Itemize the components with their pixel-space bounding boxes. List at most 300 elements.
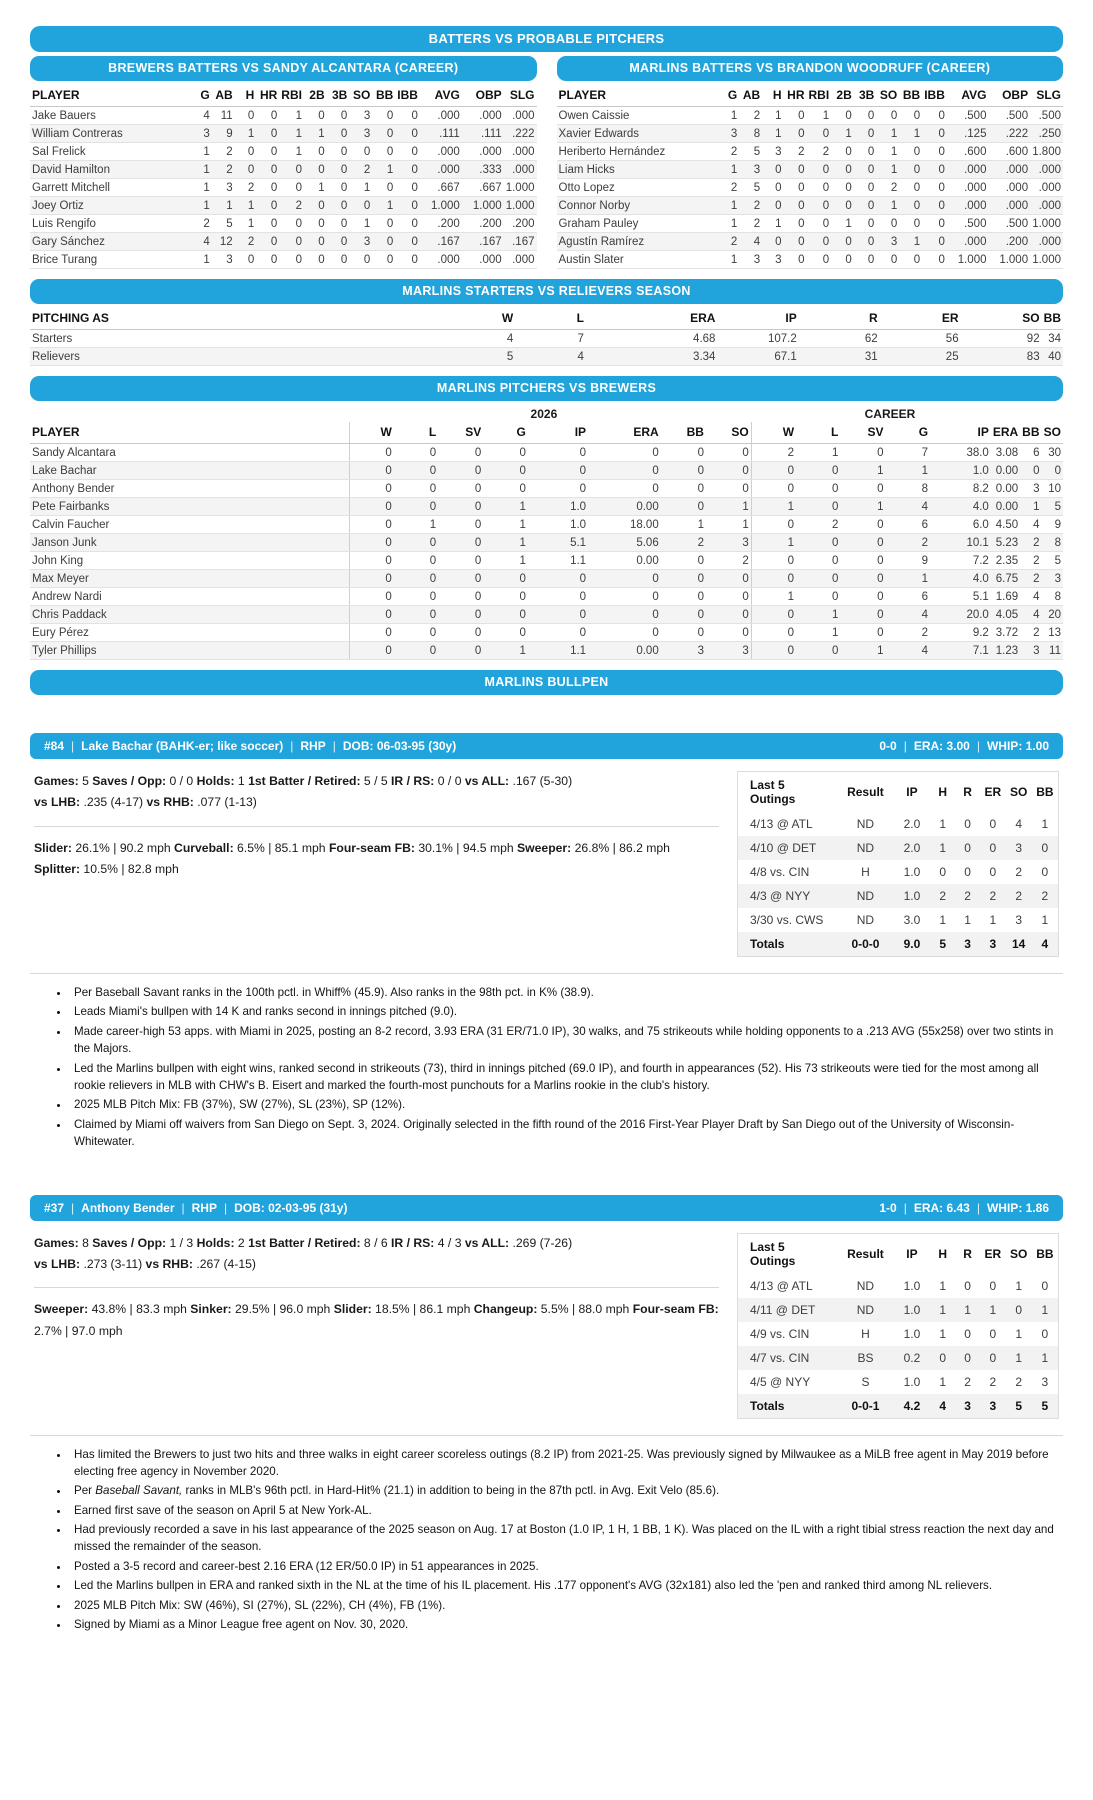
table-row [30,179,537,197]
stat-cell: 0 [840,588,885,606]
stat-cell: 0 [327,143,350,161]
stat-cell: 0 [922,197,947,215]
stat-cell: 1 [706,498,751,516]
outing-stat-cell: 0 [989,1278,997,1293]
column-header: 2B [304,85,327,107]
stat-cell: 2 [718,143,740,161]
stat-cell: 0 [831,251,854,269]
stat-cell: 0 [784,251,807,269]
stat-cell: 0 [751,462,796,480]
table-row [30,606,1063,624]
column-header: HR [256,85,279,107]
stat-cell: 2 [212,161,235,179]
stat-cell: 25 [880,348,961,366]
stat-cell: .000 [462,143,504,161]
stat-cell: 7 [886,444,931,462]
stat-cell: .667 [420,179,462,197]
stat-cell: 1 [279,143,304,161]
column-header: H [762,85,783,107]
stat-cell: 3 [1020,480,1041,498]
stat-cell: 3 [706,534,751,552]
stat-cell: .667 [462,179,504,197]
outing-stat-cell: ND [856,841,875,855]
outing-stat-cell: 0.2 [903,1350,921,1365]
stat-cell: 0 [279,161,304,179]
stat-cell: 0 [349,516,394,534]
stat-cell: 1.000 [1030,251,1063,269]
stat-cell: 2 [751,444,796,462]
stat-cell: 3 [739,251,762,269]
stat-cell: 1.69 [991,588,1020,606]
stat-cell: 0.00 [991,462,1020,480]
starters-relievers-table [30,308,1063,366]
column-header: SO [876,85,899,107]
player-name-cell: Chris Paddack [30,606,349,624]
stat-cell: 1 [372,161,395,179]
column-header: Result [847,785,884,799]
stat-cell: 0 [751,606,796,624]
stat-cell: 107.2 [717,330,798,348]
stat-cell: .000 [1030,161,1063,179]
stat-cell: 3 [349,233,372,251]
stat-cell: .111 [420,125,462,143]
separator: | [903,1200,907,1215]
column-header: BB [661,422,706,444]
stat-cell: 1 [886,570,931,588]
column-header: IP [906,785,918,799]
stat-cell: 0 [256,143,279,161]
column-header: SO [1042,422,1063,444]
outing-stat-cell: 1.0 [903,1278,921,1293]
table-header-row [30,85,537,107]
stat-cell: 0 [840,444,885,462]
stat-cell: 0 [349,143,372,161]
stat-cell: 0 [854,179,877,197]
table-row [30,125,537,143]
player-number: #84 [44,739,65,753]
stat-cell: 92 [961,330,1042,348]
pitcher-note: • Led the Marlins bullpen with eight wins, ranked second in strikeouts (73), third in innings pitched (69.0 IP), and fourth in appearances (52). His 73 strikeouts were tied for the most among all rookie relievers in MLB with CHW's B. Eisert and marked the fourth-most punchouts for a Marlins rookie in the club's history. [70,1060,1063,1095]
stat-cell: 1.0 [528,498,588,516]
column-header-player: PLAYER [557,85,718,107]
separator: | [290,739,294,753]
stat-cell: 0 [796,642,840,660]
stat-cell: 6 [886,516,931,534]
stat-cell: 0 [796,588,840,606]
outing-stat-cell: 2 [1015,889,1022,903]
pitcher-stat-lines [34,1233,719,1419]
pitcher-summary-stats [879,1201,1049,1215]
outing-stat-cell: 0 [939,1350,947,1365]
stat-cell: 2 [235,179,257,197]
stat-cell: .000 [504,161,537,179]
column-header: ERA [588,422,661,444]
outing-stat-cell: 2.0 [903,817,921,831]
brewers-batters-column [30,56,537,269]
stat-cell: 0 [235,251,257,269]
column-header: L [515,308,586,330]
stat-cell: 0 [304,251,327,269]
stat-cell: 8.2 [930,480,991,498]
stat-cell: 0 [762,179,783,197]
stat-cell: 1 [840,462,885,480]
stat-cell: 0 [438,624,483,642]
stat-cell: 0 [483,462,528,480]
stat-cell: 0 [661,444,706,462]
table-row [557,107,1064,125]
stat-cell: 56 [880,330,961,348]
column-header: AVG [947,85,989,107]
column-header: HR [784,85,807,107]
stat-cell: 0 [784,161,807,179]
bullpen-section [30,670,1063,1633]
stat-cell: 0 [588,570,661,588]
table-row [30,498,1063,516]
outing-stat-cell: BS [857,1350,874,1365]
outing-stat-cell: 0 [1041,841,1049,855]
stat-cell: 1 [394,516,438,534]
stat-cell: 3.34 [586,348,718,366]
stat-cell: 1 [876,161,899,179]
stat-cell: 0 [438,480,483,498]
stat-cell: 0 [899,197,922,215]
stat-cell: 4.68 [586,330,718,348]
stat-cell: 2 [739,215,762,233]
stat-cell: 4 [886,642,931,660]
pitcher-note: • Has limited the Brewers to just two hits and three walks in eight career scoreless outings (8.2 IP) from 2021-25. Was previously signed by Milwaukee as a MiLB free agent in May 2019 before electing free agency in November 2020. [70,1446,1063,1481]
stat-cell: 1.800 [1030,143,1063,161]
stat-cell: 5.1 [528,534,588,552]
player-name-cell: Brice Turang [30,251,190,269]
stat-cell: 1 [718,251,740,269]
stat-cell: 0 [394,444,438,462]
pitcher-note: • Signed by Miami as a Minor League free agent on Nov. 30, 2020. [70,1616,1063,1633]
totals-label-cell: Totals [750,937,785,951]
stat-cell: 0 [438,534,483,552]
pitcher-notes-list [30,984,1063,1151]
stat-cell: 0 [372,143,395,161]
stat-cell: 0 [854,251,877,269]
outing-label-cell: 4/9 vs. CIN [750,1326,810,1341]
outing-row [738,812,1059,836]
stat-cell: 0 [395,251,420,269]
marlins-batters-title: MARLINS BATTERS VS BRANDON WOODRUFF (CAREER) [557,56,1064,81]
stat-cell: 1 [751,588,796,606]
stat-cell: 2 [718,179,740,197]
stat-cell: 5.23 [991,534,1020,552]
column-header: IP [528,422,588,444]
pitchers-group-header [30,405,1063,422]
outing-label-cell: 4/13 @ ATL [750,817,813,831]
last-5-outings-panel [737,1233,1059,1419]
stat-cell: 4 [886,498,931,516]
totals-stat-cell: 9.0 [903,937,921,951]
stat-cell: 0 [395,215,420,233]
stat-cell: 0 [706,606,751,624]
column-header: ER [984,785,1002,799]
pitcher-note: • Led the Marlins bullpen in ERA and ranked sixth in the NL at the time of his IL placement. His .177 opponent's AVG (32x181) also led the 'pen and ranked third among NL relievers. [70,1577,1063,1594]
outing-stat-cell: 1.0 [903,1326,921,1341]
table-row [30,330,1063,348]
outing-stat-cell: 0 [964,841,971,855]
stat-cell: 0 [661,462,706,480]
stat-cell: 0 [256,125,279,143]
outing-stat-cell: 1 [1015,1350,1022,1365]
column-header: L [796,422,840,444]
column-header: IP [906,1246,918,1261]
stat-cell: 0 [876,215,899,233]
stat-cell: 9.2 [930,624,991,642]
stat-cell: 5 [444,348,515,366]
outing-stat-cell: S [861,1374,870,1389]
stat-cell: 0 [922,179,947,197]
stat-cell: 1.000 [1030,215,1063,233]
pitch-mix-line: Sweeper: 43.8% | 83.3 mph Sinker: 29.5% | 96.0 mph Slider: 18.5% | 86.1 mph Changeup: 5.5% | 88.0 mph Four-seam FB: 2.7% | 97.0 mph [34,1302,719,1338]
stat-cell: 1 [279,107,304,125]
stat-cell: 0 [394,462,438,480]
outing-stat-cell: 0 [1041,1278,1049,1293]
stat-cell: 18.00 [588,516,661,534]
stat-cell: 0 [372,179,395,197]
stat-cell: 1 [235,197,257,215]
stat-cell: 0 [395,233,420,251]
stat-cell: 0 [438,516,483,534]
column-header-player: PLAYER [30,85,190,107]
pitcher-card [30,733,1063,1187]
outing-stat-cell: 1 [1015,1278,1022,1293]
player-dob: DOB: 06-03-95 (30y) [342,739,457,753]
stat-cell: 0.00 [588,498,661,516]
column-header: BB [1036,785,1054,799]
totals-stat-cell: 4 [939,1398,947,1413]
outing-row [738,1274,1059,1298]
outing-label-cell: 4/8 vs. CIN [750,865,810,879]
pitcher-note: • Earned first save of the season on April 5 at New York-AL. [70,1502,1063,1519]
stat-cell: .000 [504,143,537,161]
stat-cell: 4.0 [930,498,991,516]
column-header: OBP [988,85,1030,107]
player-name-cell: Calvin Faucher [30,516,349,534]
stat-cell: 0 [807,233,832,251]
stat-cell: 0.00 [588,552,661,570]
pitcher-note: • Had previously recorded a save in his last appearance of the 2025 season on Aug. 17 at Boston (1.0 IP, 1 H, 1 BB, 1 K). Was placed on the IL with a right tibial stress reaction the next day and missed the remainder of the season. [70,1521,1063,1556]
stat-cell: 0 [304,143,327,161]
column-header: SLG [1030,85,1063,107]
column-header: W [751,422,796,444]
player-name-cell: Tyler Phillips [30,642,349,660]
column-header: ER [984,1246,1002,1261]
stat-cell: 0 [256,251,279,269]
stat-cell: .200 [420,215,462,233]
stat-cell: 0 [854,125,877,143]
stat-cell: 2 [718,233,740,251]
table-row [30,197,537,215]
stat-cell: 0 [588,624,661,642]
stat-cell: 3 [876,233,899,251]
stat-cell: 0 [706,480,751,498]
table-header-row [30,308,1063,330]
column-header: BB [372,85,395,107]
stat-cell: 1 [796,606,840,624]
outing-row [738,908,1059,932]
stat-cell: 0 [661,498,706,516]
stat-cell: 5 [739,179,762,197]
table-row [30,588,1063,606]
stat-cell: 0 [854,161,877,179]
table-row [557,125,1064,143]
group-header-spacer [30,407,371,421]
separator: | [223,1200,228,1215]
column-header: H [938,1246,948,1261]
stat-cell: 0 [528,480,588,498]
stat-cell: 0 [1020,462,1041,480]
column-header: AB [739,85,762,107]
outing-stat-cell: 2 [1041,889,1049,903]
stat-cell: 0 [256,179,279,197]
pitcher-identity [44,1201,347,1215]
stat-cell: .000 [988,197,1030,215]
pitcher-note: • Posted a 3-5 record and career-best 2.16 ERA (12 ER/50.0 IP) in 51 appearances in 2025. [70,1558,1063,1575]
outing-label-cell: 4/5 @ NYY [750,1374,811,1389]
stat-cell: 0 [661,606,706,624]
stat-cell: .500 [988,215,1030,233]
table-row [30,215,537,233]
outing-stat-cell: 1 [1041,1302,1049,1317]
outing-row [738,884,1059,908]
totals-stat-cell: 5 [1015,1398,1022,1413]
stat-cell: 0 [661,480,706,498]
stat-cell: .333 [462,161,504,179]
player-name: Anthony Bender [81,1200,175,1215]
stat-cell: 6.0 [930,516,991,534]
stat-cell: 0 [483,444,528,462]
stat-cell: 9 [212,125,235,143]
stat-cell: 1 [899,125,922,143]
last-5-outings-panel [737,771,1059,957]
stat-cell: 1 [876,125,899,143]
pitcher-card-header [30,733,1063,759]
card-spacer [30,1153,1063,1187]
stat-cell: .000 [947,197,989,215]
stat-cell: 0 [394,624,438,642]
stat-cell: 1 [706,516,751,534]
totals-stat-cell: 0-0-1 [851,1398,880,1413]
stat-cell: 0 [394,480,438,498]
divider [34,826,719,827]
stat-cell: 1 [796,444,840,462]
stat-cell: 4 [1020,606,1041,624]
column-header: Result [847,1246,884,1261]
stat-cell: 0 [372,251,395,269]
table-row [30,233,537,251]
stat-cell: 0 [922,107,947,125]
stat-cell: 0 [762,233,783,251]
stat-cell: 1.000 [988,251,1030,269]
stat-cell: 0 [831,161,854,179]
stat-cell: .000 [420,161,462,179]
stat-cell: 0 [327,107,350,125]
notes-divider [30,973,1063,974]
stat-cell: 0 [751,624,796,642]
stat-cell: 1.000 [462,197,504,215]
column-header: SO [706,422,751,444]
stat-cell: 1 [349,215,372,233]
player-name-cell: Xavier Edwards [557,125,718,143]
column-header: SV [438,422,483,444]
stat-cell: 0 [395,197,420,215]
stat-cell: 0 [854,233,877,251]
stat-cell: 0 [831,179,854,197]
stat-cell: 1 [762,215,783,233]
stat-cell: 0 [235,143,257,161]
stat-cell: 0 [807,125,832,143]
stat-cell: .000 [947,161,989,179]
column-header: 2B [831,85,854,107]
outing-stat-cell: 1 [939,1326,947,1341]
stat-cell: .000 [420,251,462,269]
stat-cell: 3 [190,125,212,143]
outing-stat-cell: 3 [1015,913,1022,927]
player-record: 1-0 [879,1200,897,1215]
stat-cell: 0 [796,570,840,588]
stat-cell: 8 [886,480,931,498]
stat-cell: 1 [831,215,854,233]
stat-cell: 0 [394,498,438,516]
stat-cell: 0 [438,588,483,606]
pitcher-card-body [30,1221,1063,1419]
player-name-cell: Otto Lopez [557,179,718,197]
stat-cell: 1 [876,143,899,161]
player-whip: WHIP: 1.00 [986,739,1049,753]
stat-cell: 0 [394,642,438,660]
column-header: G [886,422,931,444]
player-name-cell: Agustín Ramírez [557,233,718,251]
outing-row [738,1346,1059,1370]
stat-cell: 5 [212,215,235,233]
stat-cell: 0 [899,215,922,233]
table-row [30,516,1063,534]
stat-cell: 0 [304,233,327,251]
player-name-cell: Sal Frelick [30,143,190,161]
stat-cell: 0 [279,233,304,251]
outing-stat-cell: 2 [964,1374,971,1389]
stat-cell: .200 [462,215,504,233]
player-name-cell: Luis Rengifo [30,215,190,233]
stat-cell: 1.000 [504,197,537,215]
stat-cell: 0 [528,444,588,462]
table-row [30,570,1063,588]
outing-stat-cell: 2 [939,889,947,903]
stat-cell: 0 [831,143,854,161]
table-row [30,462,1063,480]
stat-cell: 1 [190,179,212,197]
stat-cell: 0 [483,606,528,624]
player-name-cell: Max Meyer [30,570,349,588]
stat-cell: 0 [706,624,751,642]
stat-cell: 0 [854,197,877,215]
stat-cell: .000 [504,251,537,269]
stat-cell: 0 [483,624,528,642]
batters-vs-pitchers-section [30,56,1063,269]
stat-cell: 0 [279,251,304,269]
stat-cell: 0 [840,480,885,498]
outing-totals-row [738,932,1059,957]
column-header: IBB [922,85,947,107]
stat-cell: 1 [372,197,395,215]
stat-cell: 0 [235,161,257,179]
stat-cell: 0 [304,107,327,125]
stat-cell: 2 [279,197,304,215]
